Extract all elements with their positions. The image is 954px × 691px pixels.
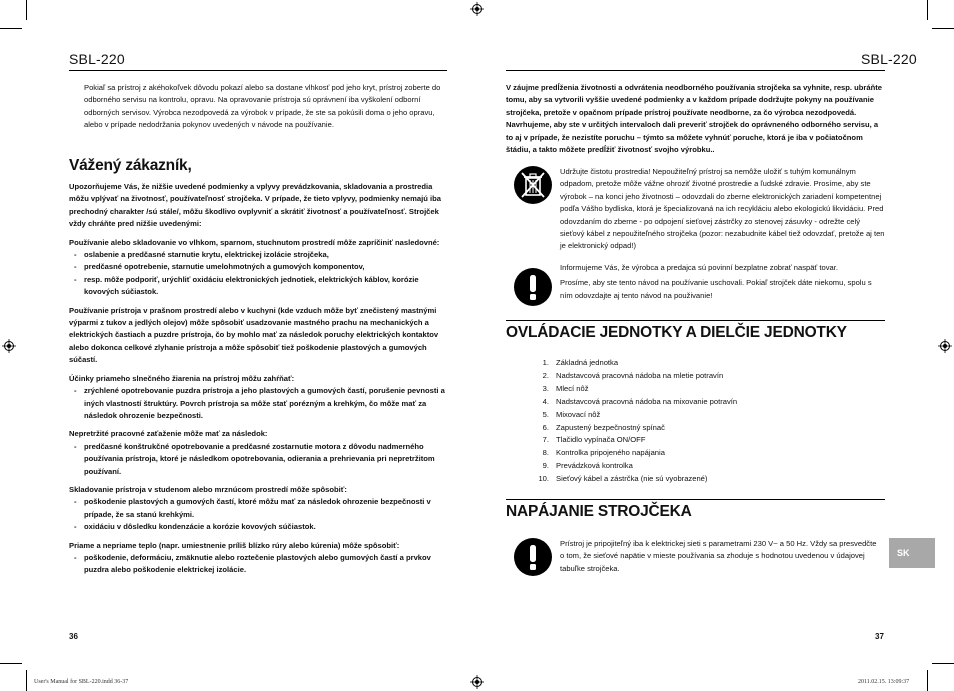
model-name-left: SBL-220 (69, 51, 125, 67)
list-item: - zrýchlené opotrebovanie puzdra prístroja a jeho plastových a gumových častí, porušenie pevnosti a iných vlastností štruktúry. Povrch prístroja sa môže stať porézným a krehkým, čo môže mať za následok ohrozenie bezpečnosti. (69, 385, 451, 422)
sunlight-list (69, 385, 451, 422)
list-item: 8. Kontrolka pripojeného napájania (542, 448, 665, 458)
parts-list (537, 357, 877, 486)
footer-timestamp: 2011.02.15. 13:09:37 (858, 679, 910, 685)
crop-mark (0, 28, 22, 29)
crop-mark (927, 0, 928, 20)
model-name-right: SBL-220 (861, 51, 917, 67)
power-rule (506, 499, 885, 500)
list-item: 2. Nadstavcová pracovná nádoba na mletie potravín (542, 370, 724, 380)
header-rule-left (69, 70, 447, 71)
list-item: - predčasné konštrukčné opotrebovanie a predčasné zostarnutie motora z dôvodu nadmerného používania prístroja, ktoré je následkom opotrebovania, odierania a prehrievania pri nepretržitom používaní. (69, 441, 451, 478)
humidity-list (69, 249, 451, 299)
sunlight-title: Účinky priameho slnečného žiarenia na prístroj môžu zahŕňať: (69, 373, 295, 383)
list-item: - oxidáciu v dôsledku kondenzácie a korózie kovových súčiastok. (69, 521, 451, 533)
workload-list (69, 441, 451, 478)
crop-mark (932, 663, 954, 664)
info-text (560, 262, 885, 302)
heat-title: Priame a nepriame teplo (napr. umiestnenie príliš blízko rúry alebo kúrenia) môže spôsobiť: (69, 540, 400, 550)
header-rule-right (506, 70, 885, 71)
cold-storage-list (69, 496, 451, 533)
page-number-right: 37 (875, 632, 884, 641)
workload-title: Nepretržité pracovné zaťaženie môže mať za následok: (69, 429, 268, 439)
registration-mark-icon (2, 339, 16, 353)
registration-mark-icon (470, 675, 484, 689)
crop-mark (932, 28, 954, 29)
crop-mark (26, 670, 27, 691)
controls-heading: OVLÁDACIE JEDNOTKY A DIELČIE JEDNOTKY (506, 324, 847, 341)
power-text: Prístroj je pripojiteľný iba k elektrickej sieti s parametrami 230 V~ a 50 Hz. Vždy sa presvedčte o tom, že sieťové napätie v mieste používania sa zhoduje s hodnotou uvedenou v údajovej tabuľke strojčeka. (560, 539, 877, 573)
page-number-left: 36 (69, 632, 78, 641)
heat-list (69, 552, 451, 577)
footer-filename: User's Manual for SBL-220.indd 36-37 (34, 679, 129, 685)
language-tab: SK (889, 538, 935, 568)
longevity-paragraph: V záujme predĺženia životnosti a odvrátenia neodborného používania strojčeka sa vyhnite, resp. ubráňte tomu, aby sa vytvorili vyššie uvedené podmienky a v každom prípade dodržujte pokyny na používanie strojčeka, pretože v opačnom prípade prístroj používate neodborne, za čo výrobca nezodpovedá. Navrhujeme, aby ste v určitých intervaloch dali preveriť strojček do oprávneného odborného servisu, a to aj v prípade, že nezistíte poruchu – týmto sa môžete vyhnúť poruche, ktorá je iba v počiatočnom štádiu, a takto môžete predĺžiť životnosť svojho výrobku.. (506, 83, 882, 155)
registration-mark-icon (470, 2, 484, 16)
exclamation-icon (514, 268, 552, 306)
list-item: - poškodenie plastových a gumových častí, ktoré môžu mať za následok ohrozenie bezpečnosti v prípade, že sa stanú krehkými. (69, 496, 451, 521)
list-item: 7. Tlačidlo vypínača ON/OFF (542, 435, 646, 445)
list-item: 5. Mixovací nôž (542, 409, 601, 419)
humidity-title: Používanie alebo skladovanie vo vlhkom, sparnom, stuchnutom prostredí môže zapríčiniť nasledovné: (69, 237, 440, 247)
power-heading: NAPÁJANIE STROJČEKA (506, 503, 692, 520)
recycling-text: Udržujte čistotu prostredia! Nepoužiteľný prístroj sa nemôže uložiť s tuhým komunálnym odpadom, pretože môže vážne ohroziť životné prostredie a ľudské zdravie. Prosíme, aby ste výrobok – na konci jeho životnosti – odovzdali do zberne elektronických zariadení kompetentnej podľa Vášho bydliska, ktorá je špecializovaná na ich recykláciu alebo ekologickú likvidáciu. Pred odovzdaním do zberne - po odpojení sieťovej zástrčky zo stenovej zásuvky - odrežte celý sieťový kábel z nepoužiteľného strojčeka (pozor: nezabudnite kábel tiež odovzdať, pretože aj ten je elektronický odpad!) (560, 167, 885, 251)
dear-customer-heading: Vážený zákazník, (69, 157, 192, 174)
list-item: 3. Mlecí nôž (542, 383, 589, 393)
intro-paragraph: Upozorňujeme Vás, že nižšie uvedené podmienky a vplyvy prevádzkovania, skladovania a prostredia môžu vplývať na životnosť, používateľnosť strojčeka. V prípade, že tieto vplyvy, podmienky nemajú iba prechodný charakter /sú stále/, môžu škodlivo ovplyvniť a skrátiť životnosť a používateľnosť. Strojček vždy chráňte pred nižšie uvedenými: (69, 182, 441, 229)
exclamation-icon (514, 538, 552, 576)
list-item: - resp. môže podporiť, urýchliť oxidáciu elektronických jednotiek, elektrických káblov, korózie kovových súčiastok. (69, 274, 451, 299)
weee-crossed-bin-icon (514, 166, 552, 204)
cold-storage-title: Skladovanie prístroja v studenom alebo mrznúcom prostredí môže spôsobiť: (69, 484, 347, 494)
crop-mark (927, 670, 928, 691)
left-body (69, 181, 451, 577)
take-back-text: Informujeme Vás, že výrobca a predajca sú povinní bezplatne zobrať naspäť tovar. (560, 263, 838, 272)
list-item: 9. Prevádzková kontrolka (542, 461, 633, 471)
crop-mark (26, 0, 27, 20)
list-item: - poškodenie, deformáciu, zmäknutie alebo roztečenie plastových alebo gumových častí a prvkov puzdra alebo poškodenie elektrickej izolácie. (69, 552, 451, 577)
service-note: Pokiaľ sa prístroj z akéhokoľvek dôvodu pokazí alebo sa dostane vlhkosť pod jeho kryt, prístroj zoberte do odborného servisu na kontrolu, opravu. Na opravovanie prístroja sú oprávnení iba vyškolení odborní odborných servisov. Výrobca nezodpovedá za výrobok v prípade, že ste sa pokúsili doma o jeho opravu, alebo v prípade nedodržania pokynov uvedených v návode na používanie. (84, 83, 441, 130)
list-item: 4. Nadstavcová pracovná nádoba na mixovanie potravín (542, 396, 738, 406)
list-item: 6. Zapustený bezpečnostný spínač (542, 422, 665, 432)
list-item: 10. Sieťový kábel a zástrčka (nie sú vyobrazené) (538, 474, 708, 484)
crop-mark (0, 663, 22, 664)
controls-rule (506, 320, 885, 321)
keep-manual-text: Prosíme, aby ste tento návod na používanie uschovali. Pokiaľ strojček dáte niekomu, spolu s ním odovzdajte aj tento návod na použivanie! (560, 278, 872, 300)
dust-paragraph: Používanie prístroja v prašnom prostredí alebo v kuchyni (kde vzduch môže byť znečistený mastnými výparmi z tukov a jedlých olejov) môže spôsobiť usadzovanie mastného prachu na mechanických a elektrických častiach a puzdre prístroja, čo by mohlo mať za následok poruchy elektrických kontaktov alebo dokonca celkové zlyhanie prístroja a môže spôsobiť tiež poškodenie plastových a gumových súčastí. (69, 305, 439, 365)
list-item: 1. Základná jednotka (542, 358, 619, 367)
registration-mark-icon (938, 339, 952, 353)
list-item: - predčasné opotrebenie, starnutie umelohmotných a gumových komponentov, (69, 261, 451, 273)
list-item: - oslabenie a predčasné starnutie krytu, elektrickej izolácie strojčeka, (69, 249, 451, 261)
